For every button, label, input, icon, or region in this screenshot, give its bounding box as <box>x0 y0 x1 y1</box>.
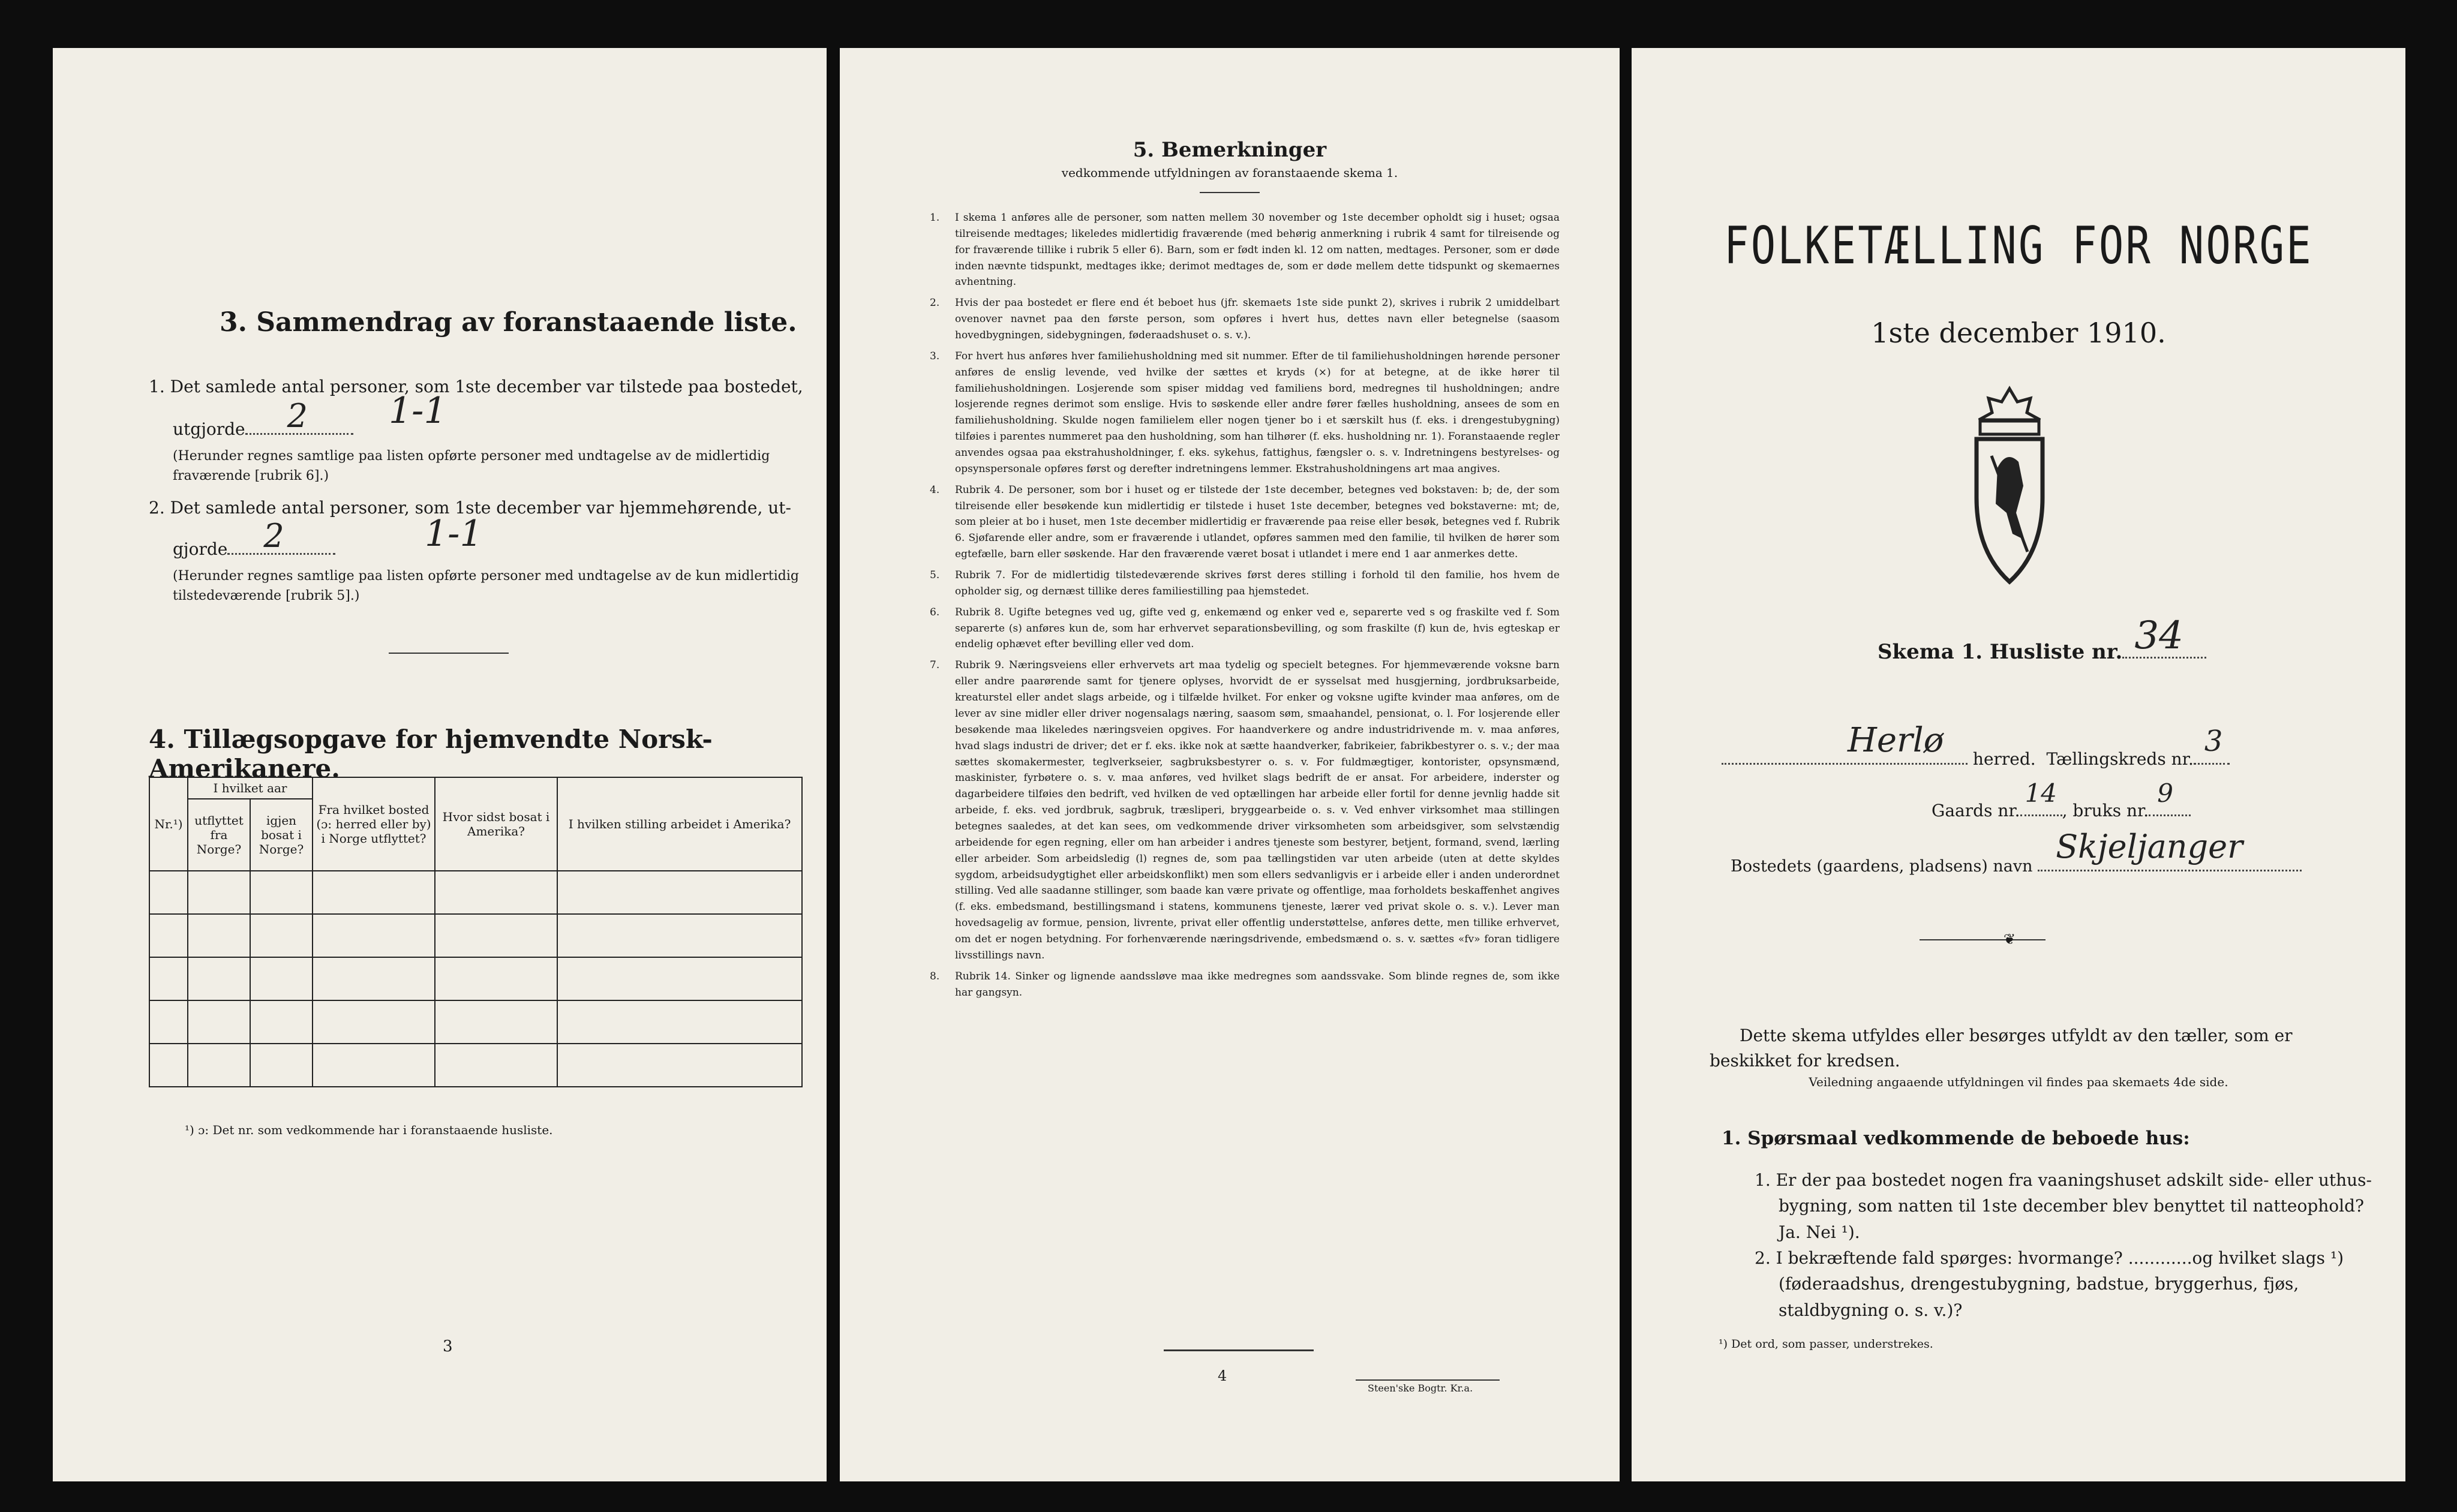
col-emigrated: utflyttet fra Norge? <box>188 799 250 871</box>
census-title: FOLKETÆLLING FOR NORGE <box>1724 216 2313 276</box>
bruks-value: 9 <box>2157 778 2173 808</box>
herred-row: Herlø herred. Tællingskreds nr. 3 <box>1722 745 2230 769</box>
remark-text: Hvis der paa bostedet er flere end ét beboet hus (jfr. skemaets 1ste side punkt 2), skrives i rubrik 2 umiddelbart ovenover navnet paa den første person, som opføres i hvert hus, dettes navn eller betegnelse (saasom hovedbygningen, sidebygningen, føderaadshuset o. s. v.). <box>955 297 1560 342</box>
coat-of-arms-icon <box>1965 384 2054 600</box>
gaards-value: 14 <box>2025 778 2057 808</box>
remark-item <box>930 348 1560 482</box>
norsk-amerikanere-table <box>149 777 803 1087</box>
table-footnote: ¹) ɔ: Det nr. som vedkommende har i foranstaaende husliste. <box>185 1123 553 1137</box>
page-number: 3 <box>443 1337 453 1355</box>
page-number: 4 <box>1218 1367 1227 1384</box>
page-3-summary <box>53 48 827 1481</box>
husliste-nr-value: 34 <box>2134 614 2183 658</box>
remark-item <box>930 657 1560 968</box>
remarks-subtitle: vedkommende utfyldningen av foranstaaende skema 1. <box>1061 166 1398 180</box>
col-last-america: Hvor sidst bosat i Amerika? <box>435 777 557 871</box>
remark-number: 6. <box>930 606 940 618</box>
divider <box>1356 1379 1500 1381</box>
instruction-text: Dette skema utfyldes eller besørges utfyldt av den tæller, som er beskikket for kredsen. <box>1710 1026 2293 1071</box>
table-row <box>149 1044 802 1087</box>
col-returned: igjen bosat i Norge? <box>250 799 313 871</box>
s3-item1-text: 1. Det samlede antal personer, som 1ste december var tilstede paa bostedet, <box>149 377 803 396</box>
table-row <box>149 871 802 914</box>
remark-text: Rubrik 9. Næringsveiens eller erhvervets art maa tydelig og specielt betegnes. For hjemmeværende voksne barn eller andre paarørende samt for tjenere oplyses, hvorvidt de er sysselsat med husgjerning, jordbruksarbeide, kreaturstel eller andet slags arbeide, og i tilfælde hvilket. For enker og voksne ugifte kvinder maa anføres, om de lever av sine midler eller driver nogensalags næring, saasom søm, smaahandel, pensionat, o. l. For losjerende eller besøkende maa likeledes næringsveien opgives. For haandverkere og andre industridrivende m. v. maa anføres, hvad slags industri de driver; det er f. eks. ikke nok at sætte haandverker, fabrikeier, fabrikbestyrer o. s. v.; der maa sættes skomakermester, teglverkseier, sagbruksbestyrer o. s. v. For fuldmægtiger, kontorister, opsynsmænd, maskinister, fyrbøtere o. s. v. maa anføres, ved hvilket slags bedrift de er ansat. For arbeidere, inderster og dagarbeidere tilføies den bedrift, ved hvilken de ved optællingen har arbeide eller fortil for denne jevnlig hadde sit arbeide, f. eks. ved jordbruk, sagbruk, træsliperi, bryggearbeide o. s. v. Ved enhver virksomhet maa stillingen betegnes saaledes, at det kan sees, om vedkommende driver virksomheten som arbeidsgiver, som selvstændig arbeidende for egen regning, eller om han arbeider i andres tjeneste som bestyrer, betjent, formand, svend, lærling eller arbeider. Som arbeidsledig (l) regnes de, som paa tællingstiden var uten arbeide (uten at dette skyldes sygdom, arbeidsudygtighet eller arbeidskonflikt) men som ellers sedvanligvis er i arbeide eller i anden underordnet stilling. Ved alle saadanne stillinger, som baade kan være private og offentlige, maa forholdets beskaffenhet angives (f. eks. embedsmand, bestillingsmand i statens, kommunens tjeneste, lærer ved privat skole o. s. v.). Lever man hovedsagelig av formue, pension, livrente, privat eller offentlig understøttelse, anføres dette, men tillike erhvervet, om det er nogen betydning. For forhenværende næringsdrivende, embedsmænd o. s. v. sættes «fv» foran tidligere livsstillings navn. <box>955 659 1560 961</box>
s3-item2-value: 2 <box>263 517 284 555</box>
bosted-value: Skjeljanger <box>2056 828 2243 865</box>
remark-text: Rubrik 4. De personer, som bor i huset og er tilstede der 1ste december, betegnes ved bokstaven: b; de, der som tilreisende eller besøkende kun midlertidig er tilstede i huset 1ste december, betegnes ved bokstaverne: mt; de, som pleier at bo i huset, men 1ste december midlertidig er fraværende paa reise eller besøk, betegnes ved f. Rubrik 6. Sjøfarende eller andre, som er fraværende i utlandet, opføres sammen med den familie, til hvilken de hører som egtefælle, barn eller søskende. Har den fraværende været bosat i utlandet i mere end 1 aar anmerkes dette. <box>955 483 1560 561</box>
page-4-remarks <box>840 48 1620 1481</box>
remark-number: 2. <box>930 297 940 309</box>
question-1: 1. Er der paa bostedet nogen fra vaaningshuset adskilt side- eller uthus-bygning, som natten til 1ste december blev benyttet til natteophold? Ja. Nei ¹). <box>1755 1170 2372 1242</box>
kreds-value: 3 <box>2204 725 2223 758</box>
s3-item1-annotation: 1-1 <box>389 390 447 432</box>
census-date: 1ste december 1910. <box>1871 317 2166 349</box>
col-from-where: Fra hvilket bosted (ɔ: herred eller by) i Norge utflyttet? <box>313 777 435 871</box>
table-row <box>149 957 802 1000</box>
divider <box>1200 192 1260 193</box>
section-4-title: 4. Tillægsopgave for hjemvendte Norsk-Amerikanere. <box>149 725 713 783</box>
divider <box>1164 1349 1314 1351</box>
front-page <box>1632 48 2405 1481</box>
questions-header: 1. Spørsmaal vedkommende de beboede hus: <box>1722 1128 2190 1149</box>
s3-item2-text: 2. Det samlede antal personer, som 1ste december var hjemmehørende, ut- <box>149 498 791 518</box>
gaards-row: Gaards nr. 14 , bruks nr. 9 <box>1932 796 2191 820</box>
footnote: ¹) Det ord, som passer, understrekes. <box>1719 1337 1933 1351</box>
printer-mark: Steen'ske Bogtr. Kr.a. <box>1368 1382 1473 1394</box>
remark-item <box>930 482 1560 567</box>
table-row <box>149 914 802 957</box>
s3-item1-note: (Herunder regnes samtlige paa listen opførte personer med undtagelse av de midlertidig fraværende [rubrik 6].) <box>173 449 770 483</box>
section-3-title: 3. Sammendrag av foranstaaende liste. <box>220 307 797 338</box>
remark-number: 1. <box>930 212 940 224</box>
remark-item <box>930 605 1560 658</box>
question-2: 2. I bekræftende fald spørges: hvormange? ............og hvilket slags ¹) (føderaadshus, drengestubygning, badstue, bryggerhus, fjøs, staldbygning o. s. v.)? <box>1755 1248 2344 1320</box>
remark-text: Rubrik 8. Ugifte betegnes ved ug, gifte ved g, enkemænd og enker ved e, separerte ved s og fraskilte ved f. Som separerte (s) anføres kun de, som har erhvervet separationsbevilling, og som fraskilte (f) kun de, hvis egteskap er endelig ophævet efter bevilling eller ved dom. <box>955 606 1560 651</box>
remark-number: 7. <box>930 659 940 672</box>
remarks-title: 5. Bemerkninger <box>1133 138 1327 162</box>
bosted-row: Bostedets (gaardens, pladsens) navn Skjeljanger <box>1731 852 2302 876</box>
s3-item2-note: (Herunder regnes samtlige paa listen opførte personer med undtagelse av de kun midlertidig tilstedeværende [rubrik 5].) <box>173 569 799 603</box>
remark-item <box>930 567 1560 605</box>
col-position-america: I hvilken stilling arbeidet i Amerika? <box>557 777 802 871</box>
remark-number: 8. <box>930 970 940 982</box>
table-row <box>149 1000 802 1044</box>
remark-number: 4. <box>930 483 940 496</box>
schema-label: Skema 1. Husliste nr. 34 <box>1878 639 2206 664</box>
divider <box>1920 939 2046 940</box>
divider <box>389 653 509 654</box>
col-group-year: I hvilket aar <box>188 777 313 799</box>
remark-text: For hvert hus anføres hver familiehusholdning med sit nummer. Efter de til familiehusholdningen hørende personer anføres de enslig levende, ved hvilke der sættes et kryds (×) for at betegne, at de ikke hører til familiehusholdningen. Losjerende som spiser middag ved familiens bord, medregnes til husholdningen; andre losjerende regnes derimot som enslige. Hvis to søskende eller andre fører fælles husholdning, ansees de som en familiehusholdning. Skulde nogen familielem eller nogen tjener bo i et særskilt hus (f. eks. i drengestubygning) tilføies i parentes nummeret paa den husholdning, som han tilhører (f. eks. husholdning nr. 1). Foranstaaende regler anvendes ogsaa paa ekstrahusholdninger, f. eks. sykehus, fattighus, fængsler o. s. v. Indretningens bestyrelses- og opsynspersonale opføres først og derefter indretningens lemmer. Ekstrahusholdningens art maa angives. <box>955 350 1560 475</box>
s3-item1-label: utgjorde 2 <box>173 415 353 439</box>
col-nr: Nr.¹) <box>149 777 188 871</box>
s3-item1-value: 2 <box>287 397 308 435</box>
remark-text: Rubrik 14. Sinker og lignende aandssløve maa ikke medregnes som aandssvake. Som blinde regnes de, som ikke har gangsyn. <box>955 970 1560 999</box>
ornament-icon: ❦ <box>2004 931 2016 948</box>
remark-item <box>930 295 1560 348</box>
s3-item2-label: gjorde 2 <box>173 535 335 559</box>
remark-number: 5. <box>930 569 940 582</box>
remark-text: I skema 1 anføres alle de personer, som natten mellem 30 november og 1ste december opholdt sig i huset; ogsaa tilreisende medtages; likeledes midlertidig fraværende (med behørig anmerkning i rubrik 4 samt for tilreisende og for fraværende tillike i rubrik 5 eller 6). Barn, som er født inden kl. 12 om natten, medtages. Personer, som er døde inden nævnte tidspunkt, medtages ikke; derimot medtages de, som er døde mellem dette tidspunkt og skemaernes avhentning. <box>955 212 1560 288</box>
remark-item <box>930 210 1560 295</box>
remark-item <box>930 969 1560 1006</box>
remark-text: Rubrik 7. For de midlertidig tilstedeværende skrives først deres stilling i forhold til den familie, hos hvem de opholder sig, og dernæst tillike deres familiestilling paa hjemstedet. <box>955 569 1560 597</box>
remarks-list <box>930 210 1560 1005</box>
s3-item2-annotation: 1-1 <box>425 513 483 555</box>
guide-text: Veiledning angaaende utfyldningen vil findes paa skemaets 4de side. <box>1809 1075 2228 1089</box>
herred-value: Herlø <box>1848 721 1944 760</box>
remark-number: 3. <box>930 350 940 362</box>
